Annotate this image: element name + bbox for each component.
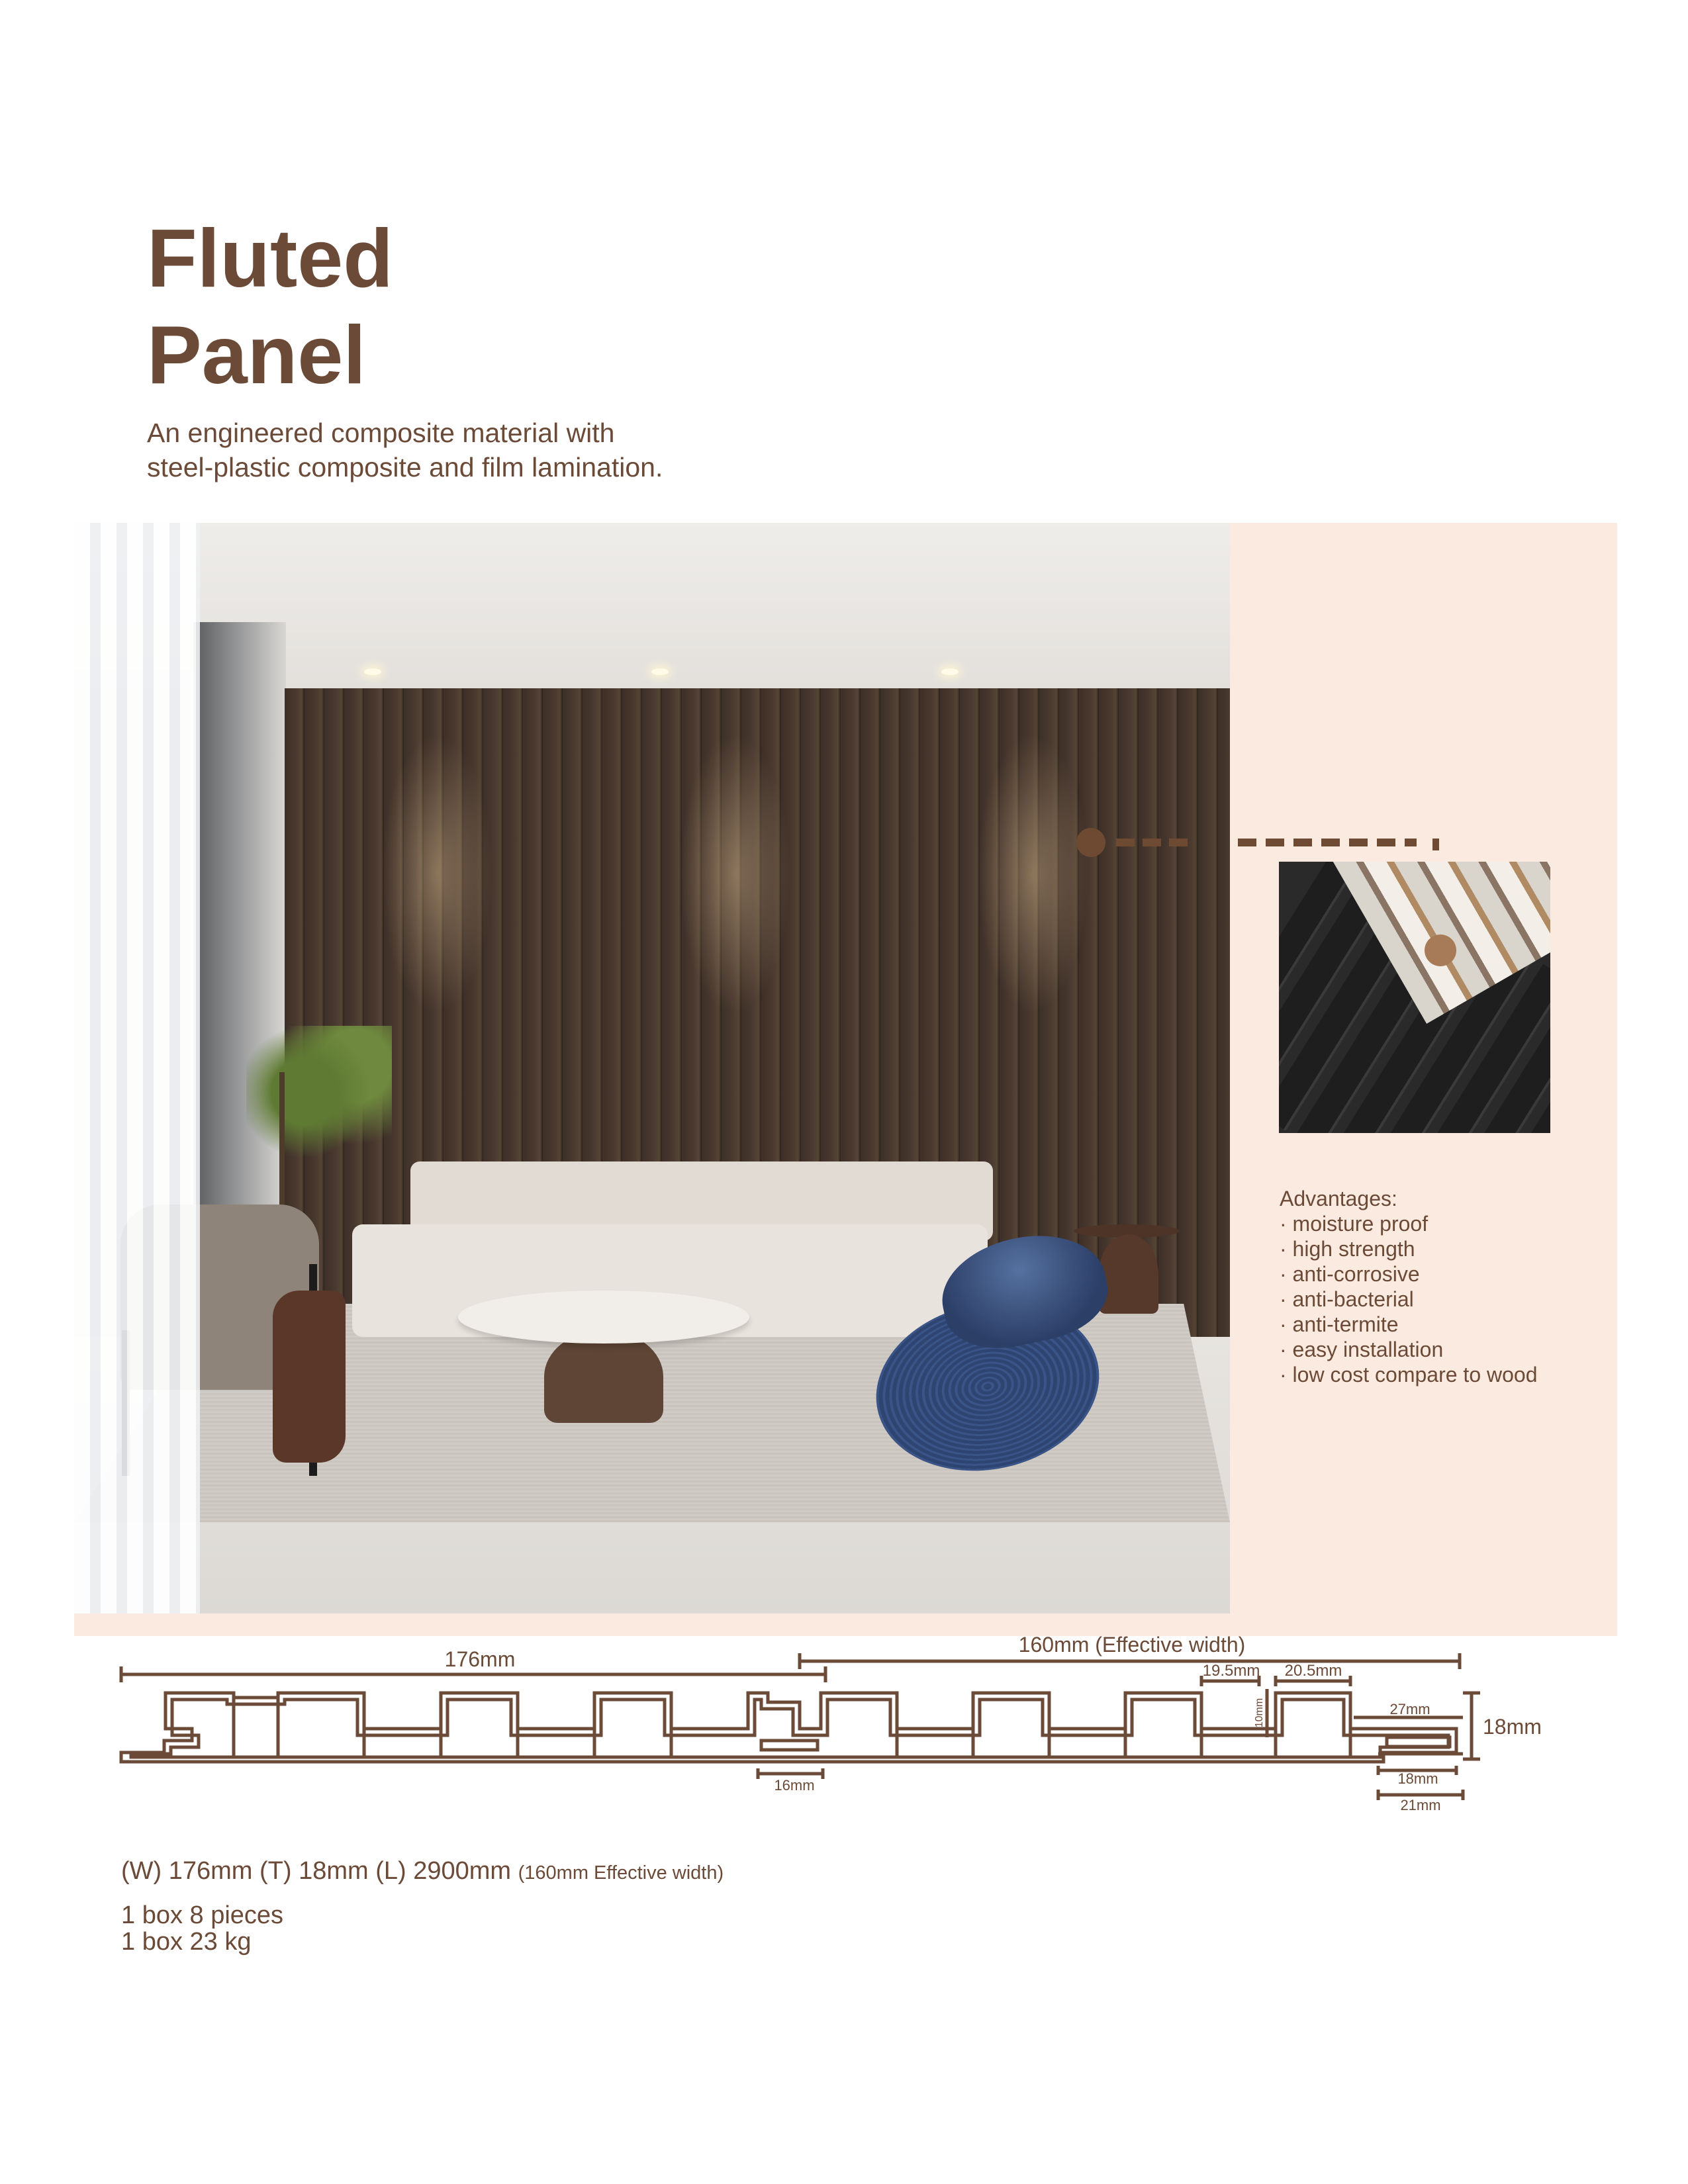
dim-lip-18: 18mm [1397, 1770, 1438, 1787]
downlight [941, 668, 959, 675]
material-sample-photo [1279, 862, 1550, 1133]
room-photo [74, 523, 1230, 1614]
coffee-table-base [544, 1330, 663, 1423]
throw-blanket [273, 1291, 346, 1463]
box-weight: 1 box 23 kg [121, 1928, 252, 1956]
advantage-item: · easy installation [1280, 1338, 1444, 1361]
connector-dash [1266, 839, 1284, 846]
dim-groove-2: 20.5mm [1284, 1662, 1342, 1680]
connector-dash [1116, 839, 1135, 846]
connector-dash [1321, 839, 1340, 846]
dim-lip-16: 16mm [774, 1777, 815, 1794]
profile-cross-section-drawing [113, 1615, 1589, 1813]
subtitle-line-2: steel-plastic composite and film lamination. [147, 452, 663, 482]
advantages-heading: Advantages: [1280, 1187, 1397, 1210]
dim-tongue-width: 27mm [1389, 1701, 1430, 1717]
subtitle-line-1: An engineered composite material with [147, 418, 615, 448]
downlight [364, 668, 381, 675]
coffee-table-top [458, 1291, 749, 1343]
title-line-1: Fluted [147, 213, 393, 304]
dim-thickness: 18mm [1483, 1715, 1542, 1739]
side-table-base [1099, 1234, 1158, 1314]
title-line-2: Panel [147, 310, 366, 401]
connector-dash [1405, 839, 1417, 846]
dim-overall-width: 176mm [444, 1647, 516, 1671]
box-pieces: 1 box 8 pieces [121, 1901, 284, 1929]
connector-dash [1349, 839, 1368, 846]
curtain [74, 523, 200, 1614]
dimensions-text: (W) 176mm (T) 18mm (L) 2900mm [121, 1857, 512, 1885]
dim-groove-1: 19.5mm [1202, 1662, 1260, 1680]
advantage-item: · moisture proof [1280, 1212, 1429, 1236]
connector-dash [1377, 839, 1395, 846]
connector-dash [1143, 839, 1161, 846]
connector-dot-small [1425, 934, 1456, 966]
advantage-item: · high strength [1280, 1237, 1415, 1261]
product-description [147, 416, 663, 484]
advantage-item: · anti-corrosive [1280, 1262, 1420, 1286]
dimensions-spec [121, 1857, 724, 1886]
dim-lip-21: 21mm [1400, 1797, 1441, 1813]
dim-depth-small: 10mm [1254, 1698, 1265, 1728]
advantages-list [1280, 1186, 1538, 1387]
advantage-item: · anti-termite [1280, 1312, 1399, 1336]
connector-dash [1169, 839, 1188, 846]
advantage-item: · anti-bacterial [1280, 1287, 1414, 1311]
connector-dash [1432, 839, 1439, 850]
dim-effective-width: 160mm (Effective width) [1018, 1633, 1246, 1657]
advantage-item: · low cost compare to wood [1280, 1363, 1538, 1387]
connector-dash [1293, 839, 1312, 846]
plant [246, 1026, 392, 1158]
effective-width-note: (160mm Effective width) [518, 1862, 724, 1884]
page-title [147, 210, 393, 404]
packaging-info [121, 1902, 283, 1955]
downlight [651, 668, 669, 675]
connector-dash [1238, 839, 1256, 846]
connector-dot [1076, 828, 1105, 857]
